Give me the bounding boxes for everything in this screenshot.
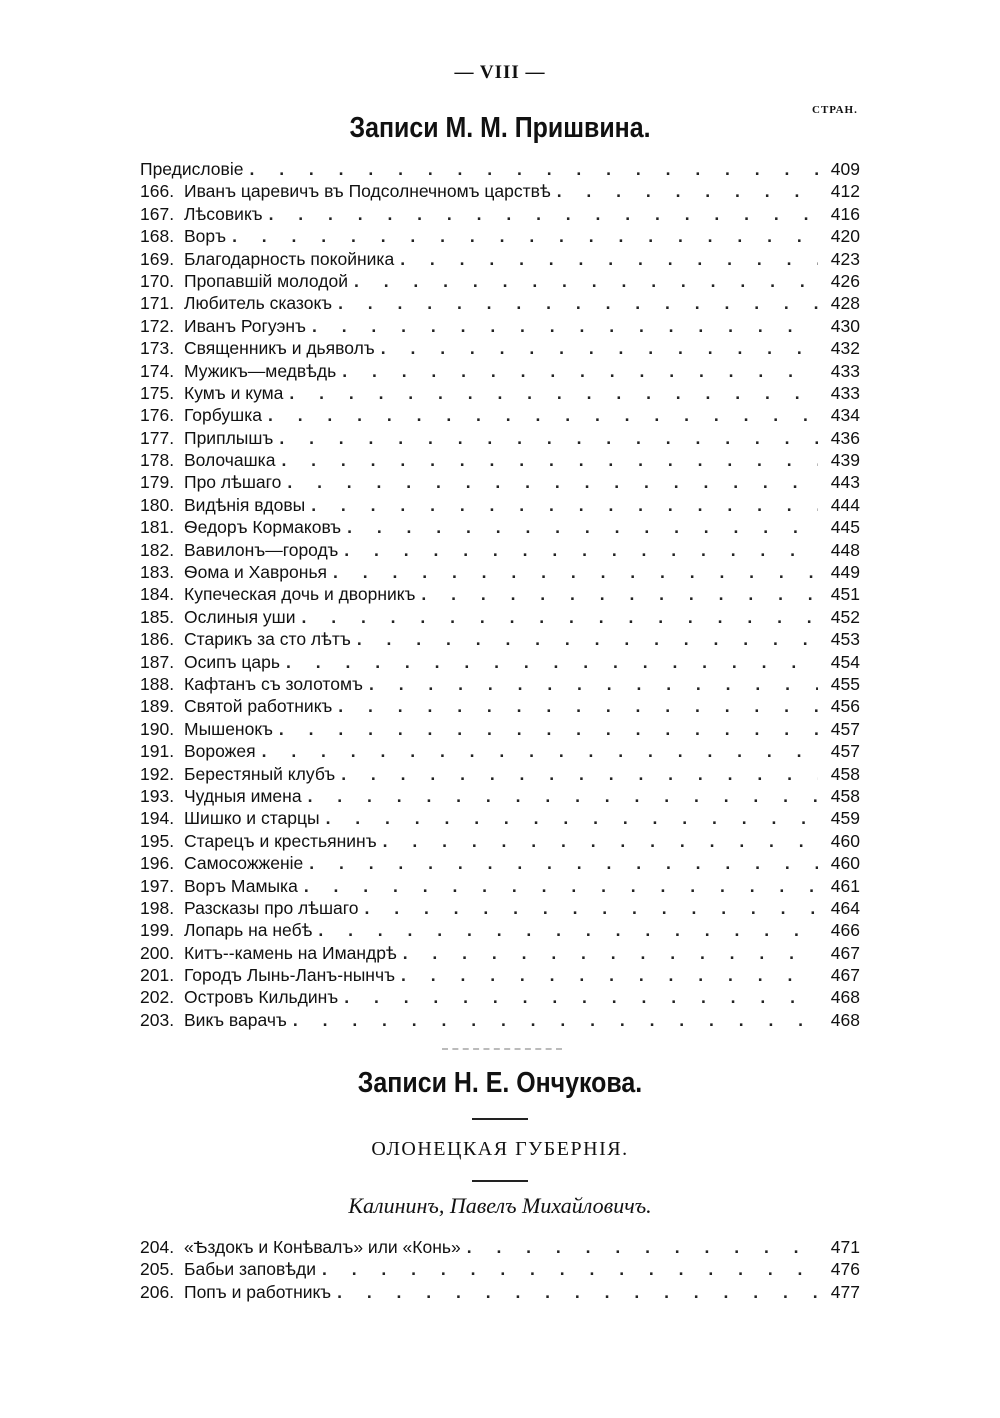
toc-entry — [140, 516, 860, 538]
entry-number: 204. — [140, 1237, 175, 1257]
leader-dots — [232, 225, 818, 247]
entry-page: 409 — [830, 159, 860, 179]
toc-entry — [140, 360, 860, 382]
leader-dots — [369, 673, 818, 695]
entry-page: 449 — [830, 562, 860, 583]
entry-title: Лопарь на небѣ — [184, 920, 313, 941]
entry-page: 439 — [830, 450, 860, 471]
entry-title: Китъ--камень на Имандрѣ — [184, 942, 397, 963]
entry-number: 186. — [140, 629, 175, 650]
entry-page: 412 — [830, 181, 860, 202]
entry-title: Ослиныя уши — [184, 606, 296, 627]
entry-title: Иванъ Рогуэнъ — [184, 315, 306, 336]
entry-title: Лѣсовикъ — [184, 203, 263, 224]
toc-entry — [140, 651, 860, 673]
leader-dots — [421, 583, 818, 605]
entry-page: 433 — [830, 382, 860, 403]
leader-dots — [279, 427, 818, 449]
entry-title: Берестяный клубъ — [184, 763, 336, 784]
entry-page: 460 — [830, 853, 860, 874]
entry-number: 187. — [140, 651, 175, 672]
entry-number: 201. — [140, 965, 175, 986]
toc-entry — [140, 203, 860, 225]
toc-entry — [140, 583, 860, 605]
entry-number: 191. — [140, 741, 175, 762]
toc-entry — [140, 763, 860, 785]
entry-title: Шишко и старцы — [184, 808, 320, 829]
entry-title: Воръ Мамыка — [184, 875, 298, 896]
entry-number: 171. — [140, 293, 175, 314]
entry-page: 434 — [830, 405, 860, 426]
entry-number: 189. — [140, 696, 175, 717]
entry-title: Купеческая дочь и дворникъ — [184, 584, 416, 605]
entry-title: Самосожженіе — [184, 853, 304, 874]
rule-divider — [472, 1118, 528, 1120]
entry-title: Бабьи заповѣди — [184, 1259, 316, 1280]
entry-number: 167. — [140, 203, 175, 224]
entry-title: Старикъ за сто лѣтъ — [184, 629, 351, 650]
leader-dots — [249, 158, 818, 180]
toc-entry — [140, 1258, 860, 1280]
entry-page: 457 — [830, 718, 860, 739]
entry-title: Викъ варачъ — [184, 1009, 287, 1030]
entry-number: 195. — [140, 830, 175, 851]
entry-page: 471 — [830, 1237, 860, 1257]
toc-entry — [140, 539, 860, 561]
entry-page: 458 — [830, 763, 860, 784]
entry-number: 172. — [140, 315, 175, 336]
entry-title: Ѳедоръ Кормаковъ — [184, 517, 342, 538]
leader-dots — [357, 628, 818, 650]
entry-number: 190. — [140, 718, 175, 739]
leader-dots — [289, 382, 818, 404]
entry-number: 198. — [140, 897, 175, 918]
entry-title: Попъ и работникъ — [184, 1281, 332, 1302]
entry-page: 466 — [830, 920, 860, 941]
entry-page: 468 — [830, 987, 860, 1008]
entry-number: 178. — [140, 450, 175, 471]
entry-page: 477 — [830, 1281, 860, 1302]
toc-entry — [140, 897, 860, 919]
leader-dots — [304, 875, 818, 897]
toc-entry — [140, 606, 860, 628]
leader-dots — [302, 606, 819, 628]
entry-page: 455 — [830, 673, 860, 694]
toc-entry — [140, 561, 860, 583]
toc-entry — [140, 225, 860, 247]
toc-prishvin — [140, 158, 860, 1031]
toc-entry — [140, 1009, 860, 1031]
toc-entry — [140, 830, 860, 852]
leader-dots — [311, 494, 818, 516]
entry-number: 184. — [140, 584, 175, 605]
entry-page: 416 — [830, 203, 860, 224]
leader-dots — [365, 897, 819, 919]
entry-number: 180. — [140, 494, 175, 515]
leader-dots — [308, 785, 818, 807]
entry-number: 183. — [140, 562, 175, 583]
leader-dots — [557, 180, 818, 202]
toc-entry — [140, 695, 860, 717]
toc-entry — [140, 852, 860, 874]
toc-entry — [140, 337, 860, 359]
entry-title: Островъ Кильдинъ — [184, 987, 339, 1008]
entry-page: 443 — [830, 472, 860, 493]
entry-title: Ѳома и Хавронья — [184, 562, 328, 583]
toc-entry — [140, 449, 860, 471]
entry-number: 177. — [140, 427, 175, 448]
entry-number: 188. — [140, 673, 175, 694]
entry-number: 199. — [140, 920, 175, 941]
region-subtitle: ОЛОНЕЦКАЯ ГУБЕРНІЯ. — [371, 1138, 629, 1160]
toc-entry — [140, 718, 860, 740]
leader-dots — [312, 315, 818, 337]
toc-entry — [140, 807, 860, 829]
entry-title: Про лѣшаго — [184, 472, 282, 493]
toc-entry — [140, 1281, 860, 1303]
leader-dots — [269, 203, 818, 225]
leader-dots — [344, 986, 818, 1008]
leader-dots — [318, 919, 818, 941]
entry-page: 456 — [830, 696, 860, 717]
leader-dots — [354, 270, 818, 292]
leader-dots — [326, 807, 818, 829]
entry-number: 174. — [140, 360, 175, 381]
entry-page: 467 — [830, 942, 860, 963]
toc-entry — [140, 471, 860, 493]
entry-page: 461 — [830, 875, 860, 896]
entry-page: 444 — [830, 494, 860, 515]
entry-number: 173. — [140, 338, 175, 359]
toc-onchukov — [140, 1236, 860, 1303]
leader-dots — [286, 651, 818, 673]
entry-page: 454 — [830, 651, 860, 672]
leader-dots — [279, 718, 818, 740]
entry-number: 181. — [140, 517, 175, 538]
entry-number: 200. — [140, 942, 175, 963]
toc-entry — [140, 180, 860, 202]
leader-dots — [309, 852, 818, 874]
entry-title: Священникъ и дьяволъ — [184, 338, 375, 359]
leader-dots — [401, 964, 818, 986]
leader-dots — [400, 248, 818, 270]
toc-entry — [140, 292, 860, 314]
entry-number: 203. — [140, 1009, 175, 1030]
entry-number: 176. — [140, 405, 175, 426]
page-number: — VIII — — [454, 62, 546, 83]
leader-dots — [338, 695, 818, 717]
entry-title: Воръ — [184, 226, 227, 247]
toc-entry — [140, 875, 860, 897]
entry-page: 476 — [830, 1259, 860, 1280]
entry-page: 426 — [830, 270, 860, 291]
entry-title: Святой работникъ — [184, 696, 333, 717]
entry-page: 459 — [830, 808, 860, 829]
toc-entry — [140, 494, 860, 516]
section-title-onchukov: Записи Н. Е. Ончукова. — [357, 1067, 643, 1099]
leader-dots — [383, 830, 818, 852]
toc-entry — [140, 942, 860, 964]
entry-title: Чудныя имена — [184, 785, 302, 806]
entry-page: 436 — [830, 427, 860, 448]
toc-entry — [140, 740, 860, 762]
toc-entry — [140, 986, 860, 1008]
entry-title: Ворожея — [184, 741, 256, 762]
entry-page: 458 — [830, 785, 860, 806]
toc-entry — [140, 158, 860, 180]
toc-entry — [140, 382, 860, 404]
entry-number: 185. — [140, 606, 175, 627]
entry-number: 205. — [140, 1259, 175, 1280]
entry-title: Волочашка — [184, 450, 276, 471]
entry-number: 193. — [140, 785, 175, 806]
toc-entry — [140, 404, 860, 426]
entry-page: 453 — [830, 629, 860, 650]
entry-page: 464 — [830, 897, 860, 918]
entry-number: 202. — [140, 987, 175, 1008]
entry-page: 457 — [830, 741, 860, 762]
entry-page: 432 — [830, 338, 860, 359]
leader-dots — [381, 337, 818, 359]
entry-title: Любитель сказокъ — [184, 293, 333, 314]
leader-dots — [347, 516, 818, 538]
entry-number: 168. — [140, 226, 175, 247]
page-column-label: СТРАН. — [812, 104, 858, 116]
entry-page: 448 — [830, 539, 860, 560]
toc-entry — [140, 427, 860, 449]
entry-title: Горбушка — [184, 405, 262, 426]
toc-entry — [140, 1236, 860, 1258]
entry-title: Благодарность покойника — [184, 248, 395, 269]
entry-title: Вавилонъ—городъ — [184, 539, 339, 560]
entry-number: 194. — [140, 808, 175, 829]
leader-dots — [262, 740, 818, 762]
entry-number: 170. — [140, 270, 175, 291]
entry-title: Видѣнія вдовы — [184, 494, 306, 515]
leader-dots — [322, 1258, 818, 1280]
leader-dots — [344, 539, 818, 561]
entry-title: Иванъ царевичъ въ Подсолнечномъ царствѣ — [184, 181, 551, 202]
section-title-prishvin: Записи М. М. Пришвина. — [349, 112, 651, 144]
entry-title: Приплышъ — [184, 427, 274, 448]
entry-page: 423 — [830, 248, 860, 269]
entry-title: «Ѣздокъ и Конѣвалъ» или «Конь» — [184, 1237, 461, 1257]
leader-dots — [467, 1236, 818, 1258]
toc-entry — [140, 628, 860, 650]
entry-page: 467 — [830, 965, 860, 986]
leader-dots — [293, 1009, 818, 1031]
entry-title: Осипъ царь — [184, 651, 281, 672]
section-separator — [442, 1048, 562, 1050]
leader-dots — [268, 404, 818, 426]
entry-page: 460 — [830, 830, 860, 851]
leader-dots — [403, 942, 818, 964]
entry-number: 206. — [140, 1281, 175, 1302]
leader-dots — [333, 561, 818, 583]
entry-number: 179. — [140, 472, 175, 493]
leader-dots — [338, 292, 818, 314]
informant-name: Калининъ, Павелъ Михайловичъ. — [348, 1193, 652, 1218]
entry-number: 197. — [140, 875, 175, 896]
entry-title: Мышенокъ — [184, 718, 273, 739]
toc-entry — [140, 964, 860, 986]
entry-number: 182. — [140, 539, 175, 560]
toc-entry — [140, 785, 860, 807]
entry-page: 452 — [830, 606, 860, 627]
entry-title: Кафтанъ съ золотомъ — [184, 673, 363, 694]
entry-page: 445 — [830, 517, 860, 538]
entry-number: 192. — [140, 763, 175, 784]
leader-dots — [342, 360, 818, 382]
leader-dots — [341, 763, 818, 785]
entry-number: 196. — [140, 853, 175, 874]
entry-title: Предисловіе — [140, 159, 244, 179]
entry-number: 175. — [140, 382, 175, 403]
entry-title: Пропавшій молодой — [184, 270, 348, 291]
entry-page: 451 — [830, 584, 860, 605]
entry-title: Мужикъ—медвѣдь — [184, 360, 337, 381]
entry-title: Старецъ и крестьянинъ — [184, 830, 377, 851]
toc-entry — [140, 919, 860, 941]
toc-entry — [140, 270, 860, 292]
entry-page: 420 — [830, 226, 860, 247]
entry-page: 468 — [830, 1009, 860, 1030]
leader-dots — [281, 449, 818, 471]
entry-page: 433 — [830, 360, 860, 381]
leader-dots — [337, 1281, 818, 1303]
leader-dots — [287, 471, 818, 493]
entry-number: 169. — [140, 248, 175, 269]
entry-number: 166. — [140, 181, 175, 202]
entry-page: 428 — [830, 293, 860, 314]
entry-title: Разсказы про лѣшаго — [184, 897, 359, 918]
entry-page: 430 — [830, 315, 860, 336]
toc-entry — [140, 315, 860, 337]
toc-entry — [140, 248, 860, 270]
toc-entry — [140, 673, 860, 695]
rule-divider — [472, 1180, 528, 1182]
entry-title: Кумъ и кума — [184, 382, 284, 403]
entry-title: Городъ Лынь-Ланъ-нынчъ — [184, 965, 396, 986]
